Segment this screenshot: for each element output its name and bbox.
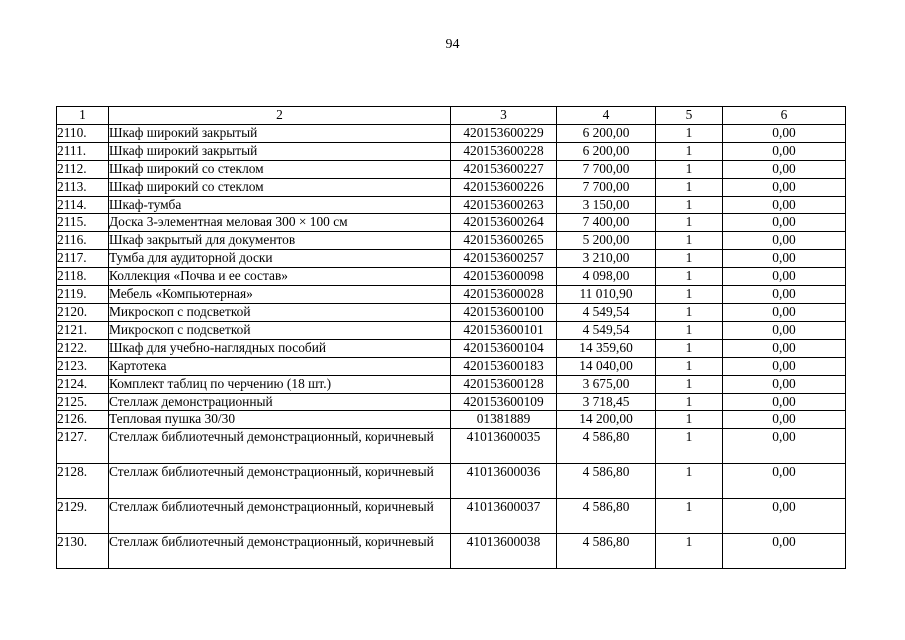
inventory-code-cell: 01381889	[451, 411, 557, 429]
column-header: 6	[723, 107, 846, 125]
price-cell: 4 098,00	[557, 268, 656, 286]
row-number-cell: 2121.	[57, 321, 109, 339]
quantity-cell: 1	[656, 321, 723, 339]
item-name-cell: Тумба для аудиторной доски	[109, 250, 451, 268]
sum-cell: 0,00	[723, 250, 846, 268]
table-row	[57, 429, 846, 464]
row-number-cell: 2116.	[57, 232, 109, 250]
row-number-cell: 2123.	[57, 357, 109, 375]
sum-cell: 0,00	[723, 160, 846, 178]
table-row	[57, 286, 846, 304]
price-cell: 6 200,00	[557, 124, 656, 142]
quantity-cell: 1	[656, 286, 723, 304]
item-name-cell: Картотека	[109, 357, 451, 375]
sum-cell: 0,00	[723, 339, 846, 357]
item-name-cell: Стеллаж демонстрационный	[109, 393, 451, 411]
row-number-cell: 2122.	[57, 339, 109, 357]
price-cell: 11 010,90	[557, 286, 656, 304]
row-number-cell: 2117.	[57, 250, 109, 268]
table-row	[57, 498, 846, 533]
price-cell: 4 586,80	[557, 533, 656, 568]
item-name-cell: Шкаф широкий закрытый	[109, 142, 451, 160]
sum-cell: 0,00	[723, 214, 846, 232]
item-name-cell: Доска 3-элементная меловая 300 × 100 см	[109, 214, 451, 232]
item-name-cell: Шкаф-тумба	[109, 196, 451, 214]
row-number-cell: 2110.	[57, 124, 109, 142]
table-row	[57, 393, 846, 411]
inventory-code-cell: 420153600028	[451, 286, 557, 304]
table-row	[57, 411, 846, 429]
price-cell: 3 675,00	[557, 375, 656, 393]
column-header: 2	[109, 107, 451, 125]
quantity-cell: 1	[656, 124, 723, 142]
inventory-code-cell: 420153600228	[451, 142, 557, 160]
table-row	[57, 464, 846, 499]
row-number-cell: 2127.	[57, 429, 109, 464]
row-number-cell: 2125.	[57, 393, 109, 411]
sum-cell: 0,00	[723, 196, 846, 214]
price-cell: 5 200,00	[557, 232, 656, 250]
table-body	[57, 124, 846, 568]
column-header: 5	[656, 107, 723, 125]
table-row	[57, 214, 846, 232]
row-number-cell: 2114.	[57, 196, 109, 214]
inventory-code-cell: 420153600128	[451, 375, 557, 393]
quantity-cell: 1	[656, 268, 723, 286]
row-number-cell: 2130.	[57, 533, 109, 568]
column-header: 3	[451, 107, 557, 125]
sum-cell: 0,00	[723, 375, 846, 393]
sum-cell: 0,00	[723, 232, 846, 250]
table-row	[57, 232, 846, 250]
table-row	[57, 357, 846, 375]
item-name-cell: Тепловая пушка 30/30	[109, 411, 451, 429]
price-cell: 7 700,00	[557, 160, 656, 178]
quantity-cell: 1	[656, 214, 723, 232]
table-header-row	[57, 107, 846, 125]
row-number-cell: 2120.	[57, 303, 109, 321]
price-cell: 14 040,00	[557, 357, 656, 375]
sum-cell: 0,00	[723, 498, 846, 533]
row-number-cell: 2112.	[57, 160, 109, 178]
table-row	[57, 250, 846, 268]
quantity-cell: 1	[656, 498, 723, 533]
item-name-cell: Шкаф для учебно-наглядных пособий	[109, 339, 451, 357]
quantity-cell: 1	[656, 196, 723, 214]
quantity-cell: 1	[656, 142, 723, 160]
price-cell: 3 150,00	[557, 196, 656, 214]
table-row	[57, 196, 846, 214]
sum-cell: 0,00	[723, 393, 846, 411]
price-cell: 6 200,00	[557, 142, 656, 160]
row-number-cell: 2119.	[57, 286, 109, 304]
item-name-cell: Микроскоп с подсветкой	[109, 321, 451, 339]
row-number-cell: 2124.	[57, 375, 109, 393]
quantity-cell: 1	[656, 232, 723, 250]
table-row	[57, 160, 846, 178]
sum-cell: 0,00	[723, 124, 846, 142]
item-name-cell: Шкаф широкий закрытый	[109, 124, 451, 142]
quantity-cell: 1	[656, 339, 723, 357]
table-row	[57, 533, 846, 568]
item-name-cell: Комплект таблиц по черчению (18 шт.)	[109, 375, 451, 393]
price-cell: 4 586,80	[557, 464, 656, 499]
table-row	[57, 178, 846, 196]
inventory-code-cell: 420153600229	[451, 124, 557, 142]
sum-cell: 0,00	[723, 429, 846, 464]
inventory-code-cell: 420153600227	[451, 160, 557, 178]
inventory-code-cell: 420153600109	[451, 393, 557, 411]
price-cell: 7 400,00	[557, 214, 656, 232]
price-cell: 4 549,54	[557, 321, 656, 339]
item-name-cell: Коллекция «Почва и ее состав»	[109, 268, 451, 286]
sum-cell: 0,00	[723, 533, 846, 568]
inventory-code-cell: 420153600265	[451, 232, 557, 250]
item-name-cell: Шкаф закрытый для документов	[109, 232, 451, 250]
quantity-cell: 1	[656, 533, 723, 568]
column-header: 1	[57, 107, 109, 125]
page-number: 94	[445, 37, 460, 52]
quantity-cell: 1	[656, 429, 723, 464]
price-cell: 14 200,00	[557, 411, 656, 429]
inventory-code-cell: 41013600035	[451, 429, 557, 464]
item-name-cell: Шкаф широкий со стеклом	[109, 160, 451, 178]
item-name-cell: Стеллаж библиотечный демонстрационный, коричневый	[109, 429, 451, 464]
inventory-code-cell: 420153600100	[451, 303, 557, 321]
inventory-code-cell: 420153600264	[451, 214, 557, 232]
sum-cell: 0,00	[723, 142, 846, 160]
sum-cell: 0,00	[723, 178, 846, 196]
quantity-cell: 1	[656, 411, 723, 429]
inventory-code-cell: 41013600038	[451, 533, 557, 568]
row-number-cell: 2128.	[57, 464, 109, 499]
quantity-cell: 1	[656, 375, 723, 393]
quantity-cell: 1	[656, 357, 723, 375]
price-cell: 3 718,45	[557, 393, 656, 411]
sum-cell: 0,00	[723, 464, 846, 499]
inventory-code-cell: 41013600037	[451, 498, 557, 533]
price-cell: 4 586,80	[557, 429, 656, 464]
sum-cell: 0,00	[723, 357, 846, 375]
sum-cell: 0,00	[723, 286, 846, 304]
row-number-cell: 2113.	[57, 178, 109, 196]
quantity-cell: 1	[656, 250, 723, 268]
item-name-cell: Стеллаж библиотечный демонстрационный, коричневый	[109, 498, 451, 533]
quantity-cell: 1	[656, 393, 723, 411]
table-row	[57, 303, 846, 321]
inventory-table	[56, 106, 846, 569]
quantity-cell: 1	[656, 303, 723, 321]
inventory-code-cell: 420153600098	[451, 268, 557, 286]
row-number-cell: 2115.	[57, 214, 109, 232]
price-cell: 3 210,00	[557, 250, 656, 268]
table-row	[57, 142, 846, 160]
sum-cell: 0,00	[723, 268, 846, 286]
quantity-cell: 1	[656, 464, 723, 499]
row-number-cell: 2118.	[57, 268, 109, 286]
item-name-cell: Шкаф широкий со стеклом	[109, 178, 451, 196]
price-cell: 4 549,54	[557, 303, 656, 321]
row-number-cell: 2126.	[57, 411, 109, 429]
item-name-cell: Стеллаж библиотечный демонстрационный, коричневый	[109, 533, 451, 568]
row-number-cell: 2111.	[57, 142, 109, 160]
inventory-code-cell: 420153600101	[451, 321, 557, 339]
inventory-code-cell: 420153600263	[451, 196, 557, 214]
quantity-cell: 1	[656, 178, 723, 196]
inventory-code-cell: 420153600104	[451, 339, 557, 357]
inventory-code-cell: 420153600226	[451, 178, 557, 196]
table-row	[57, 375, 846, 393]
column-header: 4	[557, 107, 656, 125]
inventory-code-cell: 420153600257	[451, 250, 557, 268]
price-cell: 14 359,60	[557, 339, 656, 357]
quantity-cell: 1	[656, 160, 723, 178]
table-row	[57, 321, 846, 339]
item-name-cell: Стеллаж библиотечный демонстрационный, коричневый	[109, 464, 451, 499]
table-row	[57, 339, 846, 357]
item-name-cell: Микроскоп с подсветкой	[109, 303, 451, 321]
table-row	[57, 268, 846, 286]
table-row	[57, 124, 846, 142]
sum-cell: 0,00	[723, 303, 846, 321]
price-cell: 7 700,00	[557, 178, 656, 196]
price-cell: 4 586,80	[557, 498, 656, 533]
sum-cell: 0,00	[723, 321, 846, 339]
sum-cell: 0,00	[723, 411, 846, 429]
row-number-cell: 2129.	[57, 498, 109, 533]
inventory-code-cell: 41013600036	[451, 464, 557, 499]
item-name-cell: Мебель «Компьютерная»	[109, 286, 451, 304]
inventory-code-cell: 420153600183	[451, 357, 557, 375]
